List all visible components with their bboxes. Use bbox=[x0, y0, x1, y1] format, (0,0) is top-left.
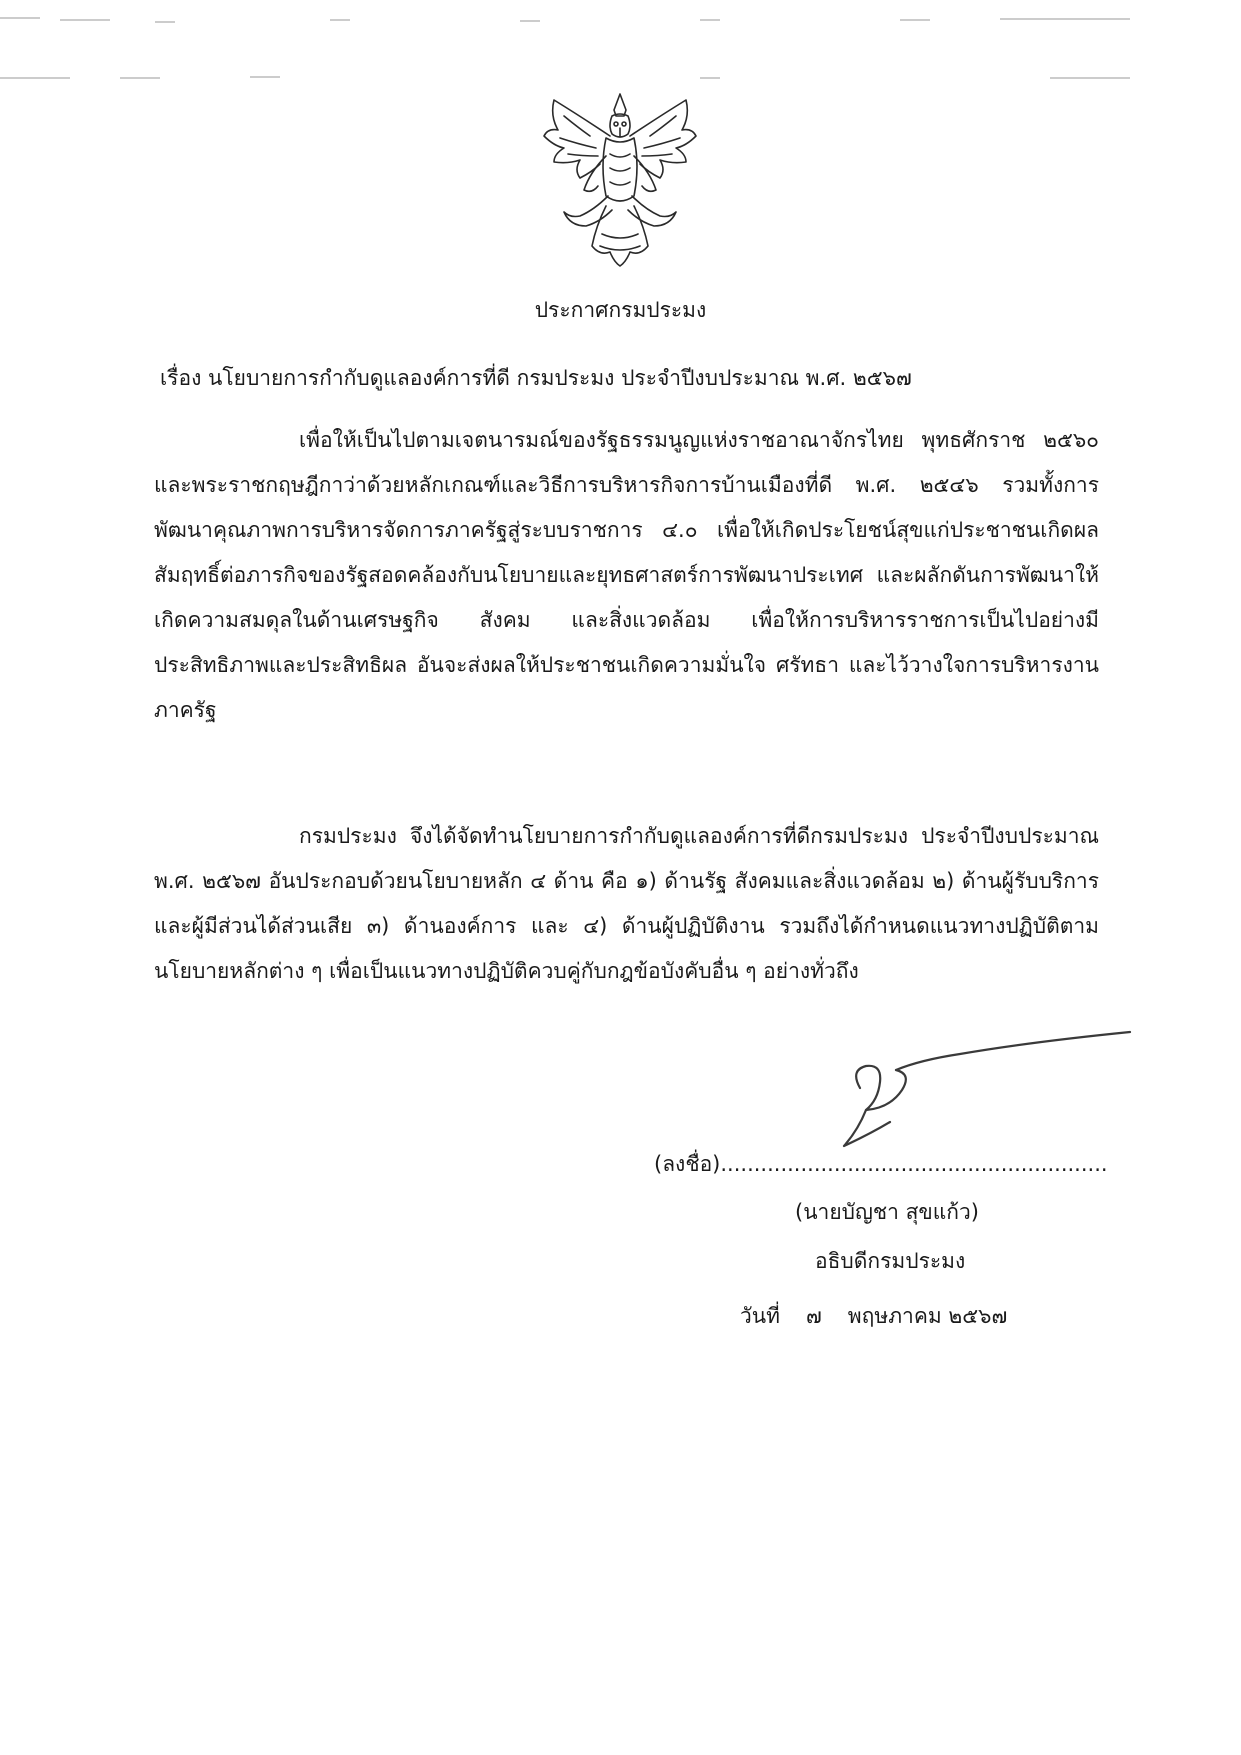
date-label: วันที่ bbox=[740, 1304, 780, 1328]
signature-date bbox=[740, 1300, 1007, 1333]
date-month-year: พฤษภาคม ๒๕๖๗ bbox=[847, 1304, 1008, 1328]
body-paragraph-2: กรมประมง จึงได้จัดทำนโยบายการกำกับดูแลองค์การที่ดีกรมประมง ประจำปีงบประมาณ พ.ศ. ๒๕๖๗ อันประกอบด้วยนโยบายหลัก ๔ ด้าน คือ ๑) ด้านรัฐ สังคมและสิ่งแวดล้อม ๒) ด้านผู้รับบริการและผู้มีส่วนได้ส่วนเสีย ๓) ด้านองค์การ และ ๔) ด้านผู้ปฏิบัติงาน รวมถึงได้กำหนดแนวทางปฏิบัติตามนโยบายหลักต่าง ๆ เพื่อเป็นแนวทางปฏิบัติควบคู่กับกฎข้อบังคับอื่น ๆ อย่างทั่วถึง bbox=[154, 824, 1099, 983]
scan-noise-marks bbox=[0, 0, 1241, 100]
signer-position: อธิบดีกรมประมง bbox=[815, 1249, 966, 1273]
signer-name: (นายบัญชา สุขแก้ว) bbox=[795, 1200, 979, 1224]
announcement-title: ประกาศกรมประมง bbox=[534, 298, 707, 322]
body-paragraph-1: เพื่อให้เป็นไปตามเจตนารมณ์ของรัฐธรรมนูญแห่งราชอาณาจักรไทย พุทธศักราช ๒๕๖๐ และพระราชกฤษฎีกาว่าด้วยหลักเกณฑ์และวิธีการบริหารกิจการบ้านเมืองที่ดี พ.ศ. ๒๕๔๖ รวมทั้งการพัฒนาคุณภาพการบริหารจัดการภาครัฐสู่ระบบราชการ ๔.๐ เพื่อให้เกิดประโยชน์สุขแก่ประชาชนเกิดผลสัมฤทธิ์ต่อภารกิจของรัฐสอดคล้องกับนโยบายและยุทธศาสตร์การพัฒนาประเทศ และผลักดันการพัฒนาให้เกิดความสมดุลในด้านเศรษฐกิจ สังคม และสิ่งแวดล้อม เพื่อให้การบริหารราชการเป็นไปอย่างมีประสิทธิภาพและประสิทธิผล อันจะส่งผลให้ประชาชนเกิดความมั่นใจ ศรัทธา และไว้วางใจการบริหารงานภาครัฐ bbox=[154, 428, 1099, 722]
garuda-emblem bbox=[540, 86, 700, 276]
signature-line: (ลงชื่อ).......................................................... bbox=[654, 1152, 1108, 1176]
date-day: ๗ bbox=[806, 1304, 822, 1328]
announcement-subject: เรื่อง นโยบายการกำกับดูแลองค์การที่ดี กรมประมง ประจำปีงบประมาณ พ.ศ. ๒๕๖๗ bbox=[160, 366, 912, 390]
